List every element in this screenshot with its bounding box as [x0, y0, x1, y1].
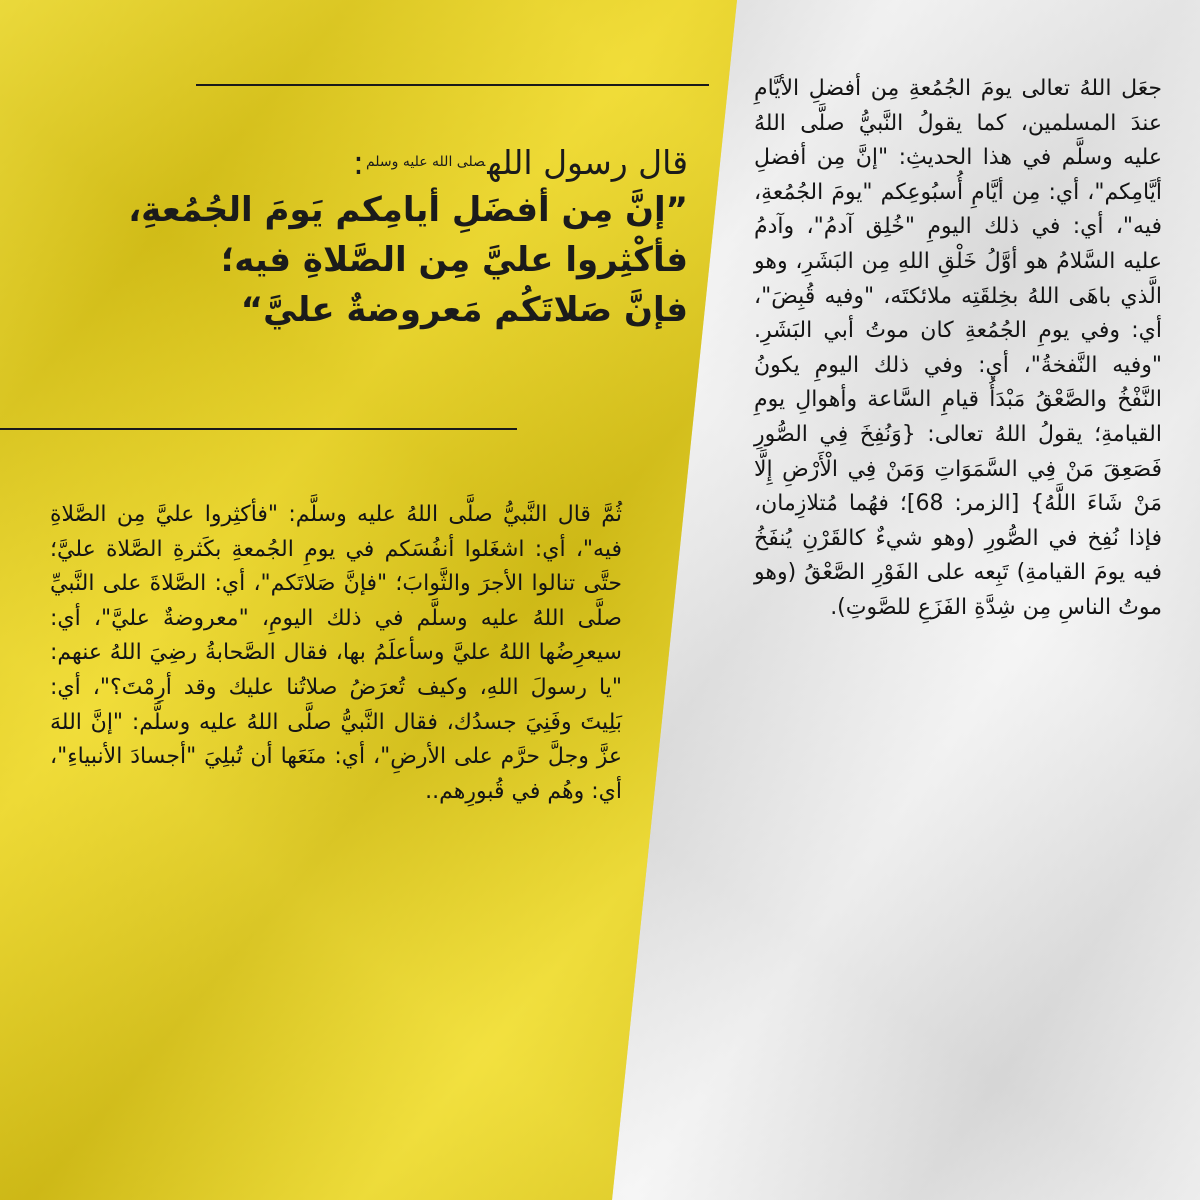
hadith-line-2: فأكْثِروا عليَّ مِن الصَّلاةِ فيه؛: [220, 240, 688, 280]
hadith-intro-text: قال رسول الله: [487, 143, 688, 182]
explanation-paragraph-left: ثُمَّ قال النَّبيُّ صلَّى اللهُ عليه وسلَّم: "فأكثِروا عليَّ مِن الصَّلاةِ فيه"، أي: اشغَلوا أنفُسَكم في يومِ الجُمعةِ بكَثرةِ الصَّلاة عليَّ؛ حتَّى تنالوا الأجرَ والثَّوابَ؛ "فإنَّ صَلاتَكم"، أي: الصَّلاةَ على النَّبيِّ صلَّى اللهُ عليه وسلَّم في ذلك اليومِ، "معروضةٌ عليَّ"، أي: سيعرِضُها اللهُ عليَّ وسأعلَمُ بها، فقال الصَّحابةُ رضِيَ اللهُ عنهم: "يا رسولَ اللهِ، وكيف تُعرَضُ صلاتُنا عليك وقد أرِمْتَ؟"، أي: بَلِيتَ وفَنِيَ جسدُك، فقال النَّبيُّ صلَّى اللهُ عليه وسلَّم: "إنَّ اللهَ عزَّ وجلَّ حرَّم على الأرضِ"، أي: منَعَها أن تُبلِيَ "أجسادَ الأنبياءِ"، أي: وهُم في قُبورِهم..: [50, 502, 622, 804]
hadith-intro-colon: :: [352, 143, 364, 182]
hadith-heading: [40, 140, 688, 335]
top-divider: [196, 84, 709, 86]
hadith-line-1: ”إنَّ مِن أفضَلِ أيامِكم يَومَ الجُمُعةِ،: [128, 190, 688, 230]
hadith-line-3: فإنَّ صَلاتَكُم مَعروضةٌ عليَّ“: [240, 290, 688, 330]
hadith-intro: [40, 140, 688, 185]
explanation-column-right: [754, 72, 1162, 626]
bottom-divider: [0, 428, 517, 430]
explanation-paragraph-right: جعَل اللهُ تعالى يومَ الجُمُعةِ مِن أفضلِ الأيَّامِ عندَ المسلمين، كما يقولُ النَّبيُّ صلَّى اللهُ عليه وسلَّم في هذا الحديثِ: "إنَّ مِن أفضلِ أيَّامِكم"، أي: مِن أيَّامِ أُسبُوعِكم "يومَ الجُمُعةِ، فيه"، أي: في ذلك اليومِ "خُلِق آدمُ"، وآدمُ عليه السَّلامُ هو أوَّلُ خَلْقِ اللهِ مِن البَشَرِ، وهو الَّذي باهَى اللهُ بخِلقَتِه ملائكتَه، "وفيه قُبِضَ"، أي: وفي يومِ الجُمُعةِ كان موتُ أبي البَشَرِ. "وفيه النَّفخةُ"، أي: وفي ذلك اليومِ يكونُ النَّفْخُ والصَّعْقُ مَبْدَأُ قيامِ السَّاعة وأهوالِ يومِ القيامةِ؛ يقولُ اللهُ تعالى: {وَنُفِخَ فِي الصُّورِ فَصَعِقَ مَنْ فِي السَّمَوَاتِ وَمَنْ فِي الْأَرْضِ إِلَّا مَنْ شَاءَ اللَّهُ} [الزمر: 68]؛ فهُما مُتلازِمان، فإذا نُفِخ في الصُّورِ (وهو شيءٌ كالقَرْنِ يُنفَخُ فيه يومَ القيامةِ) تَبِعه على الفَوْرِ الصَّعْقُ (وهو موتُ الناسِ مِن شِدَّةِ الفَزَعِ للصَّوتِ).: [754, 76, 1163, 620]
honorific-text: صلى الله عليه وسلم: [365, 154, 486, 170]
explanation-column-left: [50, 498, 622, 809]
